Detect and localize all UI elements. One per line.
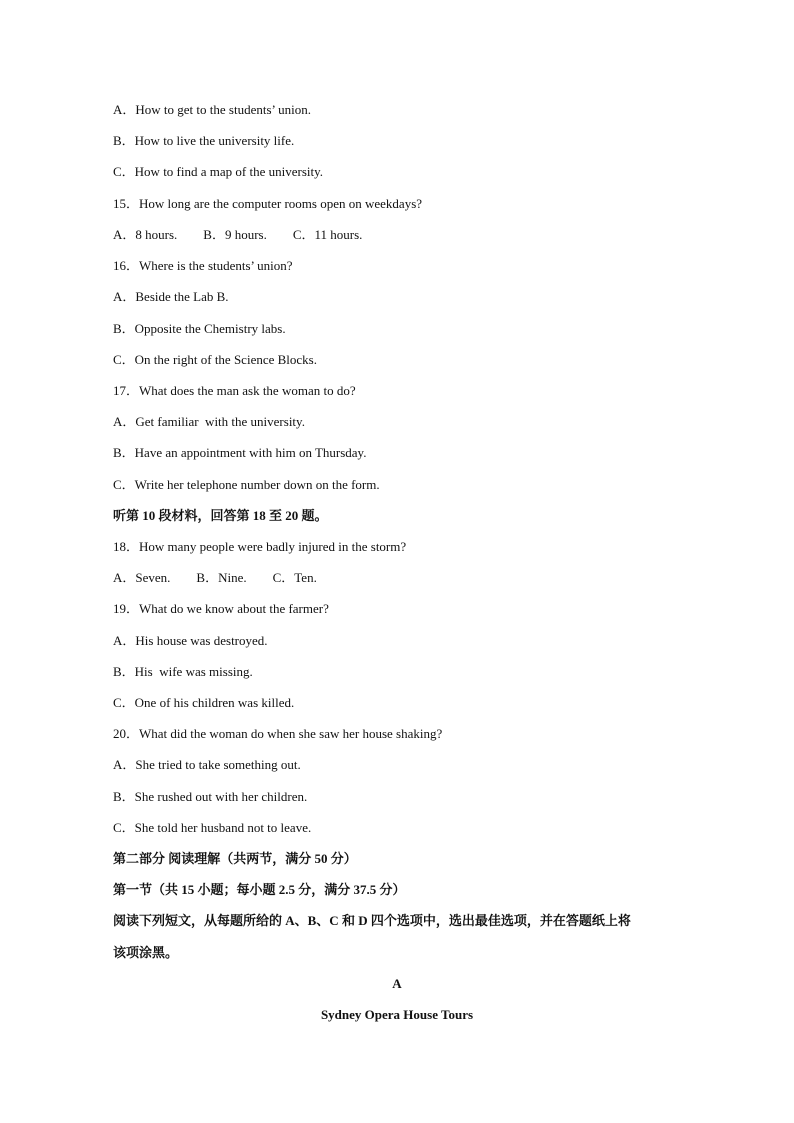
option-17b: B．Have an appointment with him on Thursday. bbox=[113, 445, 367, 460]
option-16b: B．Opposite the Chemistry labs. bbox=[113, 321, 286, 336]
option-16c: C．On the right of the Science Blocks. bbox=[113, 352, 317, 367]
reading-instruction: 阅读下列短文，从每题所给的 A、B、C 和 D 四个选项中，选出最佳选项，并在答题纸上将 bbox=[113, 913, 631, 928]
option-19c: C．One of his children was killed. bbox=[113, 695, 295, 710]
section-letter: A bbox=[392, 976, 402, 991]
question-16: 16．Where is the students’ union? bbox=[113, 258, 293, 273]
option-17c: C．Write her telephone number down on the form. bbox=[113, 477, 380, 492]
option-20a: A．She tried to take something out. bbox=[113, 757, 301, 772]
question-19: 19．What do we know about the farmer? bbox=[113, 601, 329, 616]
option-17a: A．Get familiar with the university. bbox=[113, 414, 305, 429]
passage-title: Sydney Opera House Tours bbox=[320, 1007, 474, 1022]
option-14a: A．How to get to the students’ union. bbox=[113, 102, 311, 117]
question-15: 15．How long are the computer rooms open on weekdays? bbox=[113, 196, 423, 211]
reading-instruction-cont: 该项涂黑。 bbox=[113, 945, 179, 960]
section-one-heading: 第一节（共 15 小题；每小题 2.5 分，满分 37.5 分） bbox=[113, 882, 406, 897]
listening-instruction: 听第 10 段材料，回答第 18 至 20 题。 bbox=[113, 508, 328, 523]
option-20c: C．She told her husband not to leave. bbox=[113, 820, 312, 835]
option-19a: A．His house was destroyed. bbox=[113, 633, 268, 648]
part-two-heading: 第二部分 阅读理解（共两节，满分 50 分） bbox=[113, 851, 357, 866]
option-14b: B．How to live the university life. bbox=[113, 133, 295, 148]
options-18: A．Seven. B．Nine. C．Ten. bbox=[113, 570, 317, 585]
question-17: 17．What does the man ask the woman to do? bbox=[113, 383, 356, 398]
options-15: A．8 hours. B．9 hours. C．11 hours. bbox=[113, 227, 363, 242]
question-20: 20．What did the woman do when she saw her house shaking? bbox=[113, 726, 443, 741]
option-16a: A．Beside the Lab B. bbox=[113, 289, 229, 304]
question-18: 18．How many people were badly injured in the storm? bbox=[113, 539, 407, 554]
option-19b: B．His wife was missing. bbox=[113, 664, 253, 679]
option-20b: B．She rushed out with her children. bbox=[113, 789, 308, 804]
option-14c: C．How to find a map of the university. bbox=[113, 164, 324, 179]
